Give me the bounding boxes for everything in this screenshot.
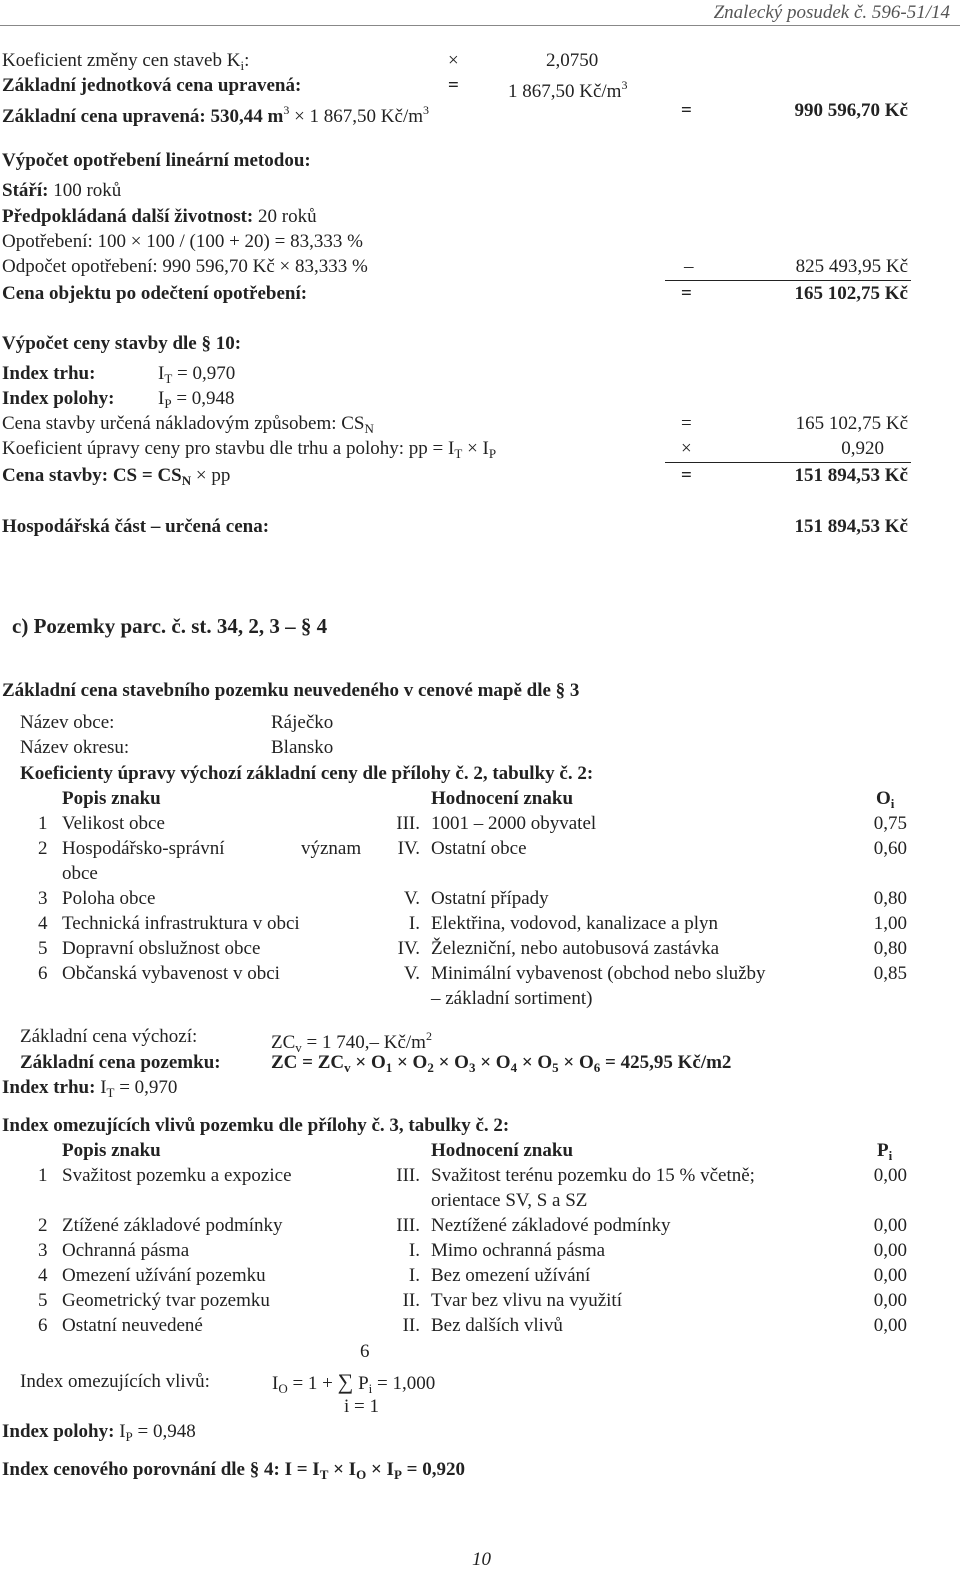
deduct-value: 825 493,95 Kč xyxy=(795,256,908,277)
coef-row-hodnoceni: Minimální vybavenost (obchod nebo služby xyxy=(431,963,766,984)
coef-row-hodnoceni-line2: – základní sortiment) xyxy=(431,988,593,1009)
district-value: Blansko xyxy=(271,737,334,758)
coef-row-popis-line2: obce xyxy=(62,863,98,884)
municipality-value: Ráječko xyxy=(271,712,334,733)
coef-row-roman: V. xyxy=(403,888,420,909)
coef-row-popis: Technická infrastruktura v obci xyxy=(62,913,300,934)
limit-row-number: 2 xyxy=(38,1215,48,1236)
price10-title: Výpočet ceny stavby dle § 10: xyxy=(2,333,242,354)
coef-row-value: 0,75 xyxy=(873,813,907,834)
land-title: Základní cena stavebního pozemku neuvedeného v cenové mapě dle § 3 xyxy=(2,680,580,701)
sum-upper-bound: 6 xyxy=(360,1341,370,1362)
after-wear-label: Cena objektu po odečtení opotřebení: xyxy=(2,283,308,304)
life-line: Předpokládaná další životnost: 20 roků xyxy=(2,206,317,227)
cost-price-label: Cena stavby určená nákladovým způsobem: $CS_N$ xyxy=(2,413,374,436)
coef-row-value: 1,00 xyxy=(873,913,907,934)
coef-row-popis: Poloha obce xyxy=(62,888,156,909)
deduct-label: Odpočet opotřebení: 990 596,70 Kč × 83,333 % xyxy=(2,256,368,277)
limit-row-popis: Ostatní neuvedené xyxy=(62,1315,203,1336)
limit-row-hodnoceni: Bez omezení užívání xyxy=(431,1265,591,1286)
limit-row-number: 4 xyxy=(38,1265,48,1286)
pp-label: Koeficient úpravy ceny pro stavbu dle trhu a polohy: pp = $I_T \times I_P$ xyxy=(2,438,497,461)
header-divider xyxy=(0,25,960,26)
adjusted-price-label: Základní cena upravená: 530,44 $m^3 \times 1$ 867,50 $Kč/m^3$ xyxy=(2,103,430,127)
limit-row-value: 0,00 xyxy=(873,1215,907,1236)
district-label: Název okresu: xyxy=(20,737,130,758)
wear-title: Výpočet opotřebení lineární metodou: xyxy=(2,150,311,171)
coef-row-number: 4 xyxy=(38,913,48,934)
limit-row-hodnoceni: Bez dalších vlivů xyxy=(431,1315,563,1336)
coef-row-value: 0,80 xyxy=(873,888,907,909)
coef-row-popis-cont: význam xyxy=(301,838,362,859)
coef-col-popis: Popis znaku xyxy=(62,788,161,809)
coef-row-number: 5 xyxy=(38,938,48,959)
coef-row-value: 0,60 xyxy=(873,838,907,859)
limit-row-hodnoceni: Neztížené základové podmínky xyxy=(431,1215,671,1236)
coef-row-popis: Dopravní obslužnost obce xyxy=(62,938,261,959)
coef-row-value: 0,85 xyxy=(873,963,907,984)
municipality-label: Název obce: xyxy=(20,712,115,733)
coef-row-roman: I. xyxy=(408,913,420,934)
limits-col-popis: Popis znaku xyxy=(62,1140,161,1161)
unit-price-value: 1 867,50 $Kč/m^3$ xyxy=(508,78,628,102)
limits-index-formula: $I_O = 1$ + ∑ $P_i = 1,000$ xyxy=(272,1369,436,1396)
after-wear-value: 165 102,75 Kč xyxy=(794,283,908,304)
coef-row-hodnoceni: Železniční, nebo autobusová zastávka xyxy=(431,938,720,959)
land-price-formula: ZC = $ZC_v \times O_1 \times O_2 \times O_3 \times O_4 \times O_5 \times O_6 = 425,95$ Kč/m2 xyxy=(271,1052,732,1075)
limit-row-number: 1 xyxy=(38,1165,48,1186)
pp-op: × xyxy=(681,438,692,459)
section-c-title: c) Pozemky parc. č. st. 34, 2, 3 – § 4 xyxy=(12,614,328,638)
coef-row-number: 6 xyxy=(38,963,48,984)
coef-row-hodnoceni: Elektřina, vodovod, kanalizace a plyn xyxy=(431,913,719,934)
adjusted-price-op: = xyxy=(681,100,692,121)
coef-row-value: 0,80 xyxy=(873,938,907,959)
coef-table-title: Koeficienty úpravy výchozí základní ceny dle přílohy č. 2, tabulky č. 2: xyxy=(20,763,594,784)
coef-col-hodn: Hodnocení znaku xyxy=(431,788,574,809)
location-index-label: Index polohy: xyxy=(2,388,115,409)
page-number: 10 xyxy=(472,1549,491,1570)
location-index-value: $I_P = 0,948$ xyxy=(158,388,235,411)
limit-row-popis: Ztížené základové podmínky xyxy=(62,1215,283,1236)
limit-row-number: 6 xyxy=(38,1315,48,1336)
price-comparison-index: Index cenového porovnání dle § 4: $I = I_T \times I_O \times I_P = 0,920$ xyxy=(2,1459,465,1482)
limits-col-p: $P_i$ xyxy=(877,1140,893,1163)
coef-row-roman: IV. xyxy=(397,938,420,959)
limit-row-hodnoceni-line2: orientace SV, S a SZ xyxy=(431,1190,588,1211)
economic-part-label: Hospodářská část – určená cena: xyxy=(2,516,270,537)
market-index-label: Index trhu: xyxy=(2,363,96,384)
coef-row-hodnoceni: Ostatní případy xyxy=(431,888,549,909)
coef-row-popis: Hospodářsko-správní xyxy=(62,838,225,859)
limit-row-number: 5 xyxy=(38,1290,48,1311)
limits-title: Index omezujících vlivů pozemku dle přílohy č. 3, tabulky č. 2: xyxy=(2,1115,510,1136)
coef-change-label: Koeficient změny cen staveb $K_i$: xyxy=(2,50,250,73)
limit-row-roman: II. xyxy=(402,1290,420,1311)
coef-row-hodnoceni: 1001 – 2000 obyvatel xyxy=(431,813,597,834)
limit-row-popis: Geometrický tvar pozemku xyxy=(62,1290,270,1311)
limit-row-value: 0,00 xyxy=(873,1265,907,1286)
limit-row-popis: Ochranná pásma xyxy=(62,1240,190,1261)
sum-lower-bound: i = 1 xyxy=(344,1396,379,1417)
cost-price-value: 165 102,75 Kč xyxy=(795,413,908,434)
limits-index-label: Index omezujících vlivů: xyxy=(20,1371,210,1392)
unit-price-label: Základní jednotková cena upravená: xyxy=(2,75,302,96)
coef-row-number: 3 xyxy=(38,888,48,909)
pp-value: 0,920 xyxy=(841,438,884,459)
limit-row-roman: I. xyxy=(408,1240,420,1261)
coef-row-popis: Velikost obce xyxy=(62,813,165,834)
deduct-op: – xyxy=(684,256,694,277)
coef-change-value: 2,0750 xyxy=(546,50,599,71)
coef-row-roman: III. xyxy=(396,813,420,834)
coef-row-roman: IV. xyxy=(397,838,420,859)
limit-row-roman: I. xyxy=(408,1265,420,1286)
coef-row-hodnoceni: Ostatní obce xyxy=(431,838,527,859)
limit-row-popis: Omezení užívání pozemku xyxy=(62,1265,266,1286)
building-price-op: = xyxy=(681,465,692,486)
coef-row-roman: V. xyxy=(403,963,420,984)
limit-row-roman: III. xyxy=(396,1165,420,1186)
limit-row-hodnoceni: Tvar bez vlivu na využití xyxy=(431,1290,622,1311)
limit-row-hodnoceni: Svažitost terénu pozemku do 15 % včetně; xyxy=(431,1165,755,1186)
location-index-2: Index polohy: $I_P = 0,948$ xyxy=(2,1421,196,1444)
market-index-value: $I_T = 0,970$ xyxy=(158,363,236,386)
limit-row-hodnoceni: Mimo ochranná pásma xyxy=(431,1240,606,1261)
limit-row-roman: III. xyxy=(396,1215,420,1236)
limit-row-value: 0,00 xyxy=(873,1290,907,1311)
coef-col-o: $O_i$ xyxy=(876,788,895,811)
building-price-value: 151 894,53 Kč xyxy=(794,465,908,486)
base-price-value: $ZC_v = 1$ 740,– $Kč/m^2$ xyxy=(271,1029,432,1055)
coef-row-popis: Občanská vybavenost v obci xyxy=(62,963,280,984)
coef-row-number: 2 xyxy=(38,838,48,859)
limit-row-roman: II. xyxy=(402,1315,420,1336)
land-market-index: Index trhu: $I_T = 0,970$ xyxy=(2,1077,178,1100)
adjusted-price-value: 990 596,70 Kč xyxy=(794,100,908,121)
base-price-label: Základní cena výchozí: xyxy=(20,1026,198,1047)
land-price-label: Základní cena pozemku: xyxy=(20,1052,221,1073)
page-header: Znalecký posudek č. 596-51/14 xyxy=(713,2,950,23)
limit-row-value: 0,00 xyxy=(873,1315,907,1336)
limit-row-value: 0,00 xyxy=(873,1240,907,1261)
limit-row-value: 0,00 xyxy=(873,1165,907,1186)
limit-row-number: 3 xyxy=(38,1240,48,1261)
wear-line: Opotřebení: 100 × 100 / (100 + 20) = 83,333 % xyxy=(2,231,363,252)
coef-change-op: × xyxy=(448,50,459,71)
building-price-label: Cena stavby: CS = $CS_N$ × pp xyxy=(2,465,231,488)
limits-col-hodn: Hodnocení znaku xyxy=(431,1140,574,1161)
economic-part-value: 151 894,53 Kč xyxy=(794,516,908,537)
after-wear-op: = xyxy=(681,283,692,304)
cost-price-op: = xyxy=(681,413,692,434)
coef-row-number: 1 xyxy=(38,813,48,834)
age-line: Stáří: 100 roků xyxy=(2,180,122,201)
limit-row-popis: Svažitost pozemku a expozice xyxy=(62,1165,292,1186)
unit-price-op: = xyxy=(448,75,459,96)
